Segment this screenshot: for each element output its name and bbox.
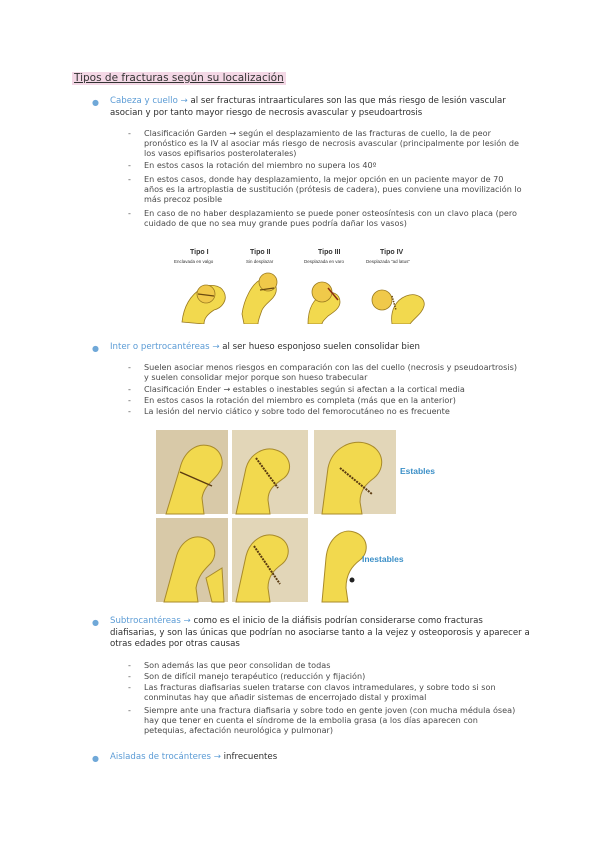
- section-head: Aisladas de trocánteres →: [110, 752, 221, 762]
- list-item: - La lesión del nervio ciático y sobre todo del femorocutáneo no es frecuente: [128, 406, 450, 416]
- page-title: Tipos de fracturas según su localización: [74, 72, 284, 84]
- section-head: Cabeza y cuello →: [110, 96, 188, 106]
- label-estables: Estables: [400, 466, 435, 476]
- section-subtrocantereas: [92, 616, 532, 651]
- section-text: como es el inicio de la diáfisis podrían considerarse como fracturas diafisarias, y son las únicas que podrían no asociarse tanto a la vejez y osteoporosis y aparecer a otras edades por otras causas: [110, 616, 530, 649]
- femur-panel-unstable-2: [232, 518, 308, 602]
- section-cabeza-cuello: [92, 96, 532, 119]
- garden-type-2: Tipo II: [250, 249, 271, 256]
- section-text: infrecuentes: [223, 752, 278, 762]
- femur-head-icon: [308, 282, 340, 324]
- femur-head-icon: [242, 273, 277, 324]
- bullet-icon: ●: [92, 344, 99, 353]
- section-head: Inter o pertrocantéreas →: [110, 342, 220, 352]
- label-inestables: Inestables: [362, 554, 404, 564]
- section-pertrocantereas: [92, 342, 532, 354]
- list-item: - Son de difícil manejo terapéutico (reducción y fijación): [128, 671, 366, 681]
- garden-desc-4: Desplazada "ad latus": [366, 259, 410, 264]
- femur-head-icon: [372, 290, 424, 324]
- section-text: al ser hueso esponjoso suelen consolidar bien: [222, 342, 420, 352]
- list-item: - En estos casos la rotación del miembro no supera los 40º: [128, 160, 377, 170]
- list-item: - Son además las que peor consolidan de todas: [128, 660, 331, 670]
- list-item: - Siempre ante una fractura diafisaria y sobre todo en gente joven (con mucha médula ósea) hay que tener en cuenta el síndrome de la embolia grasa (a los días aparecen con petequias, afectación neurológica y pulmonar): [128, 705, 516, 736]
- garden-desc-3: Desplazada en varo: [304, 259, 345, 264]
- list-item: - Clasificación Ender → estables o inestables según si afectan a la cortical media: [128, 384, 465, 394]
- femur-panel-unstable-1: [156, 518, 228, 602]
- femur-head-icon: [182, 285, 225, 324]
- list-item: - En estos casos, donde hay desplazamiento, la mejor opción en un paciente mayor de 70 años es la artroplastia de sustitución (prótesis de cadera), pues conviene una movilización lo más precoz posible: [128, 174, 522, 205]
- section-text: al ser fracturas intraarticulares son las que más riesgo de lesión vascular asocian y por tanto mayor riesgo de necrosis avascular y pseudoartrosis: [110, 96, 506, 118]
- bullet-icon: ●: [92, 98, 99, 107]
- garden-type-1: Tipo I: [190, 249, 209, 256]
- femur-panel-stable-1: [156, 430, 228, 514]
- femur-panel-stable-3: [314, 430, 396, 514]
- garden-type-3: Tipo III: [318, 249, 341, 256]
- garden-type-4: Tipo IV: [380, 249, 404, 256]
- bullet-icon: ●: [92, 754, 99, 763]
- garden-classification-figure: [168, 244, 432, 324]
- list-item: - En caso de no haber desplazamiento se puede poner osteosíntesis con un clavo placa (pero cuidado de que no sea muy grande pues podría dañar los vasos): [128, 208, 517, 229]
- garden-desc-2: Sin desplazar: [246, 259, 274, 264]
- bullet-icon: ●: [92, 618, 99, 627]
- list-item: - En estos casos la rotación del miembro es completa (más que en la anterior): [128, 395, 456, 405]
- garden-desc-1: Enclavada en valgo: [174, 259, 214, 264]
- section-head: Subtrocantéreas →: [110, 616, 191, 626]
- list-item: - Clasificación Garden → según el desplazamiento de las fracturas de cuello, la de peor pronóstico es la IV al asociar más riesgo de necrosis avascular (principalmente por lesión de los vasos epifisarios posterolaterales): [128, 128, 519, 159]
- list-item: - Suelen asociar menos riesgos en comparación con las del cuello (necrosis y pseudoartrosis) y suelen consolidar mejor porque son hueso trabecular: [128, 362, 517, 383]
- list-item: - Las fracturas diafisarias suelen tratarse con clavos intramedulares, y sobre todo si son conminutas hay que añadir sistemas de encerrojado distal y proximal: [128, 682, 496, 703]
- femur-panel-stable-2: [232, 430, 308, 514]
- ender-classification-figure: [156, 428, 452, 604]
- section-trocanteres: [92, 752, 532, 764]
